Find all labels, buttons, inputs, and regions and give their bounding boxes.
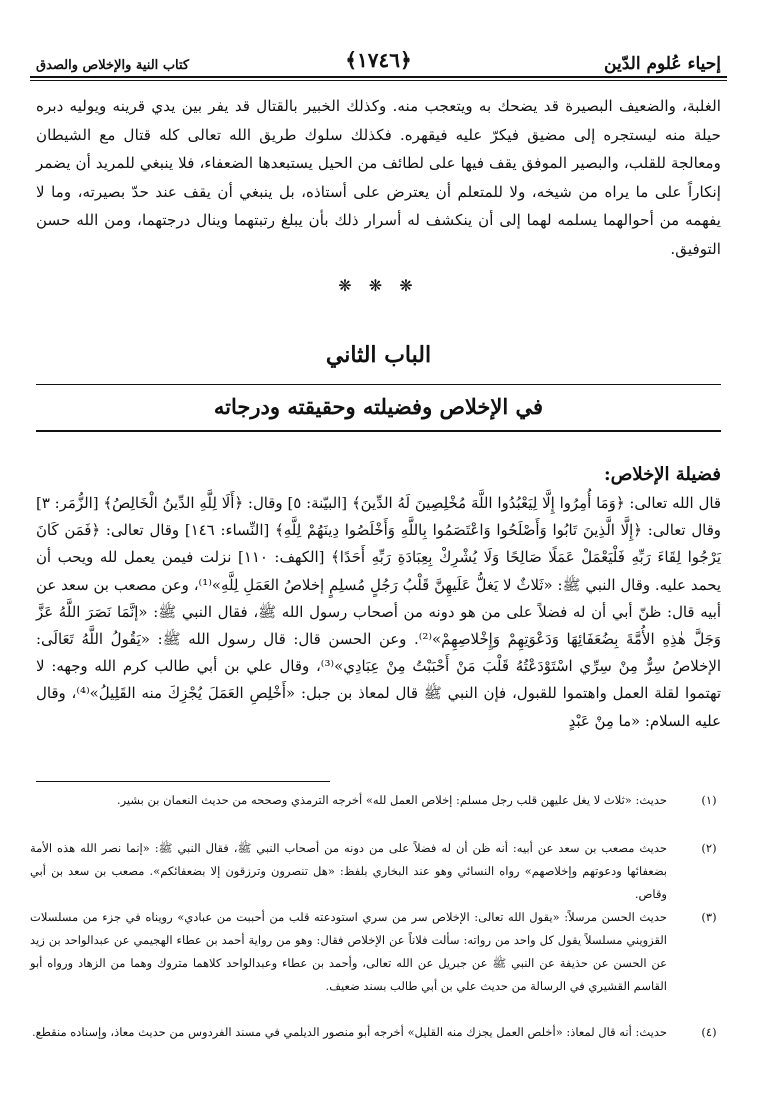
section-separator: ❋ ❋ ❋ xyxy=(338,276,419,295)
book-title: إحياء عُلوم الدّين xyxy=(604,54,721,74)
chapter-title: كتاب النية والإخلاص والصدق xyxy=(36,58,190,73)
footnote xyxy=(30,1021,727,1044)
footnote-text: حديث مصعب بن سعد عن أبيه: أنه ظن أن له فضلاً على من دونه من أصحاب النبي ﷺ، فقال النبي ﷺ: «إنما نصر الله هذه الأمة بضعفائها ودعوتهم وإخلاصهم» رواه النسائي وهو عند البخاري بلفظ: «هل تنصرون وترزقون إلا بضعفائكم». مصعب بن سعد بن أبي وقاص. xyxy=(30,841,667,901)
footnote-number: (٤) xyxy=(701,1025,717,1039)
body-paragraph-2: قال الله تعالى: ﴿وَمَا أُمِرُوا إِلَّا لِيَعْبُدُوا اللَّهَ مُخْلِصِينَ لَهُ الدِّينَ﴾ [البيّنة: ٥] وقال: ﴿أَلَا لِلَّهِ الدِّينُ الْخَالِصُ﴾ [الزُّمَر: ٣] وقال تعالى: ﴿إِلَّا الَّذِينَ تَابُوا وَأَصْلَحُوا وَاعْتَصَمُوا بِاللَّهِ وَأَخْلَصُوا دِينَهُمْ لِلَّهِ﴾ [النِّساء: ١٤٦] وقال تعالى: ﴿فَمَن كَانَ يَرْجُوا لِقَاءَ رَبِّهِ فَلْيَعْمَلْ عَمَلًا صَالِحًا وَلَا يُشْرِكْ بِعِبَادَةِ رَبِّهِ أَحَدًا﴾ [الكهف: ١١٠] نزلت فيمن يعمل لله ويحب أن يحمد عليه. وقال النبي ﷺ: «ثَلاثٌ لا يَغلُّ عَلَيهِنَّ قَلْبُ رَجُلٍ مُسلِمٍ إخلاصُ العَمَلِ لِلَّهِ»⁽¹⁾، وعن مصعب بن سعد عن أبيه قال: ظنّ أبي أن له فضلاً على من هو دونه من أصحاب رسول الله ﷺ، فقال النبي ﷺ: «إنَّمَا نَصَرَ اللَّهُ عَزَّ وَجَلَّ هٰذِهِ الأُمَّةَ بِضُعَفَائِهَا وَدَعْوَتِهِمْ وَإِخْلاصِهِمْ»⁽²⁾. وعن الحسن قال: قال رسول الله ﷺ: «يَقُولُ اللَّهُ تَعَالَى: الإخلاصُ سِرٌّ مِنْ سِرِّي اسْتَوْدَعْتُهُ قَلْبَ مَنْ أَحْبَبْتُ مِنْ عِبَادِي»⁽³⁾، وقال علي بن أبي طالب كرم الله وجهه: لا تهتموا لقلة العمل واهتموا للقبول، فإن النبي ﷺ قال لمعاذ بن جبل: «أَخْلِصِ العَمَلَ يُجْزِكَ منه القَلِيلُ»⁽⁴⁾، وقال عليه السلام: «ما مِنْ عَبْدٍ xyxy=(36,494,722,730)
subheading: فضيلة الإخلاص: xyxy=(603,464,721,485)
footnote-text: حديث: «ثلاث لا يغل عليهن قلب رجل مسلم: إخلاص العمل لله» أخرجه الترمذي وصححه من حديث النعمان بن بشير. xyxy=(116,793,667,807)
page-number: ﴿١٧٤٦﴾ xyxy=(345,48,412,72)
footnote xyxy=(30,789,727,812)
header-rule xyxy=(30,76,727,78)
footnote-number: (١) xyxy=(701,793,717,807)
chapter-heading: الباب الثاني xyxy=(325,342,432,368)
body-paragraph-1: الغلبة، والضعيف البصيرة قد يضحك به ويتعجب منه. وكذلك الخبير بالقتال قد يفر بين يدي قرينه ويوليه دبره حيلة منه ليستجره إلى مضيق فيكرّ عليه فيقهره. فكذلك سلوك طريق الله تعالى كله قتال مع الشيطان ومعالجة للقلب، والبصير الموفق يقف فيها على لطائف من الحيل يستبعدها الضعفاء، فلا ينبغي للمريد أن يضمر إنكاراً على ما يراه من شيخه، ولا للمتعلم أن يعترض على أستاذه، بل ينبغي أن يقف عند حدّ بصيرته، وما لا يفهمه من أحوالهما يسلمه لهما إلى أن ينكشف له أسرار ذلك بأن يبلغ رتبتهما وينال درجتهما، ومن الله حسن التوفيق. xyxy=(36,97,721,258)
footnote xyxy=(30,906,727,998)
section-title: في الإخلاص وفضيلته وحقيقته ودرجاته xyxy=(213,394,544,419)
header-rule-thin xyxy=(30,80,727,81)
footnote-number: (٢) xyxy=(701,841,717,855)
footnote-text: حديث: أنه قال لمعاذ: «أخلص العمل يجزك منه القليل» أخرجه أبو منصور الديلمي في مسند الفردوس من حديث معاذ، وإسناده منقطع. xyxy=(31,1025,667,1039)
footnote-rule xyxy=(36,781,330,782)
page-header xyxy=(30,44,727,78)
section-rule-top xyxy=(36,384,721,385)
footnote-number: (٣) xyxy=(701,910,717,924)
section-rule-bottom xyxy=(36,430,721,432)
footnote xyxy=(30,837,727,906)
footnote-text: حديث الحسن مرسلاً: «يقول الله تعالى: الإخلاص سر من سري استودعته قلب من أحببت من عبادي» رويناه في جزء من مسلسلات القزويني مسلسلاً يقول كل واحد من رواته: سألت فلاناً عن الإخلاص فقال: وهو من رواية أحمد بن عطاء الهجيمي عن عبدالواحد بن زيد عن الحسن عن حذيفة عن النبي ﷺ عن جبريل عن الله تعالى، وأحمد بن عطاء وعبدالواحد كلاهما متروك وهما من الزهاد ورواه أبو القاسم القشيري في الرسالة من حديث علي بن أبي طالب بسند ضعيف. xyxy=(30,910,667,993)
